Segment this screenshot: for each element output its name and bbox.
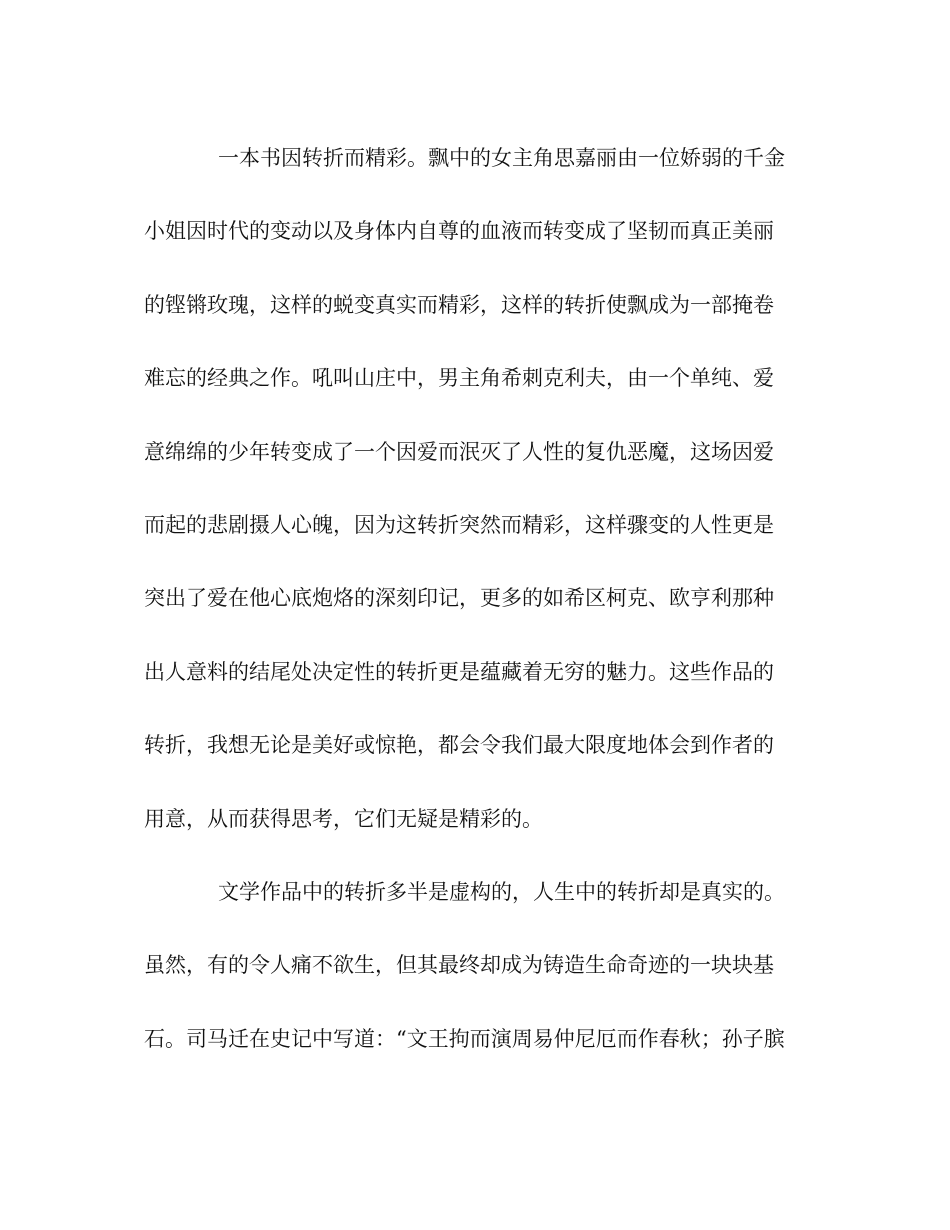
text-line: 出人意料的结尾处决定性的转折更是蕴藏着无穷的魅力。这些作品的 [144, 659, 774, 684]
text-line: 难忘的经典之作。吼叫山庄中，男主角希刺克利夫，由一个单纯、爱 [144, 366, 774, 391]
text-line: 意绵绵的少年转变成了一个因爱而泯灭了人性的复仇恶魔，这场因爱 [144, 439, 774, 464]
text-line: 文学作品中的转折多半是虚构的，人生中的转折却是真实的。 [218, 879, 785, 904]
text-line: 用意，从而获得思考，它们无疑是精彩的。 [144, 806, 543, 831]
paragraph-2 [144, 872, 809, 1092]
paragraph-1 [144, 138, 809, 872]
text-line: 的铿锵玫瑰，这样的蜕变真实而精彩，这样的转折使飘成为一部掩卷 [144, 292, 774, 317]
text-line: 石。司马迁在史记中写道：“文王拘而演周易仲尼厄而作春秋；孙子膑 [144, 1026, 785, 1051]
text-line: 小姐因时代的变动以及身体内自尊的血液而转变成了坚韧而真正美丽 [144, 219, 774, 244]
text-line: 虽然，有的令人痛不欲生，但其最终却成为铸造生命奇迹的一块块基 [144, 953, 774, 978]
text-line: 一本书因转折而精彩。飘中的女主角思嘉丽由一位娇弱的千金 [218, 146, 785, 170]
document-body [144, 138, 809, 1092]
text-line: 而起的悲剧摄人心魄，因为这转折突然而精彩，这样骤变的人性更是 [144, 512, 774, 537]
text-line: 转折，我想无论是美好或惊艳，都会令我们最大限度地体会到作者的 [144, 733, 774, 758]
text-line: 突出了爱在他心底炮烙的深刻印记，更多的如希区柯克、欧亨利那种 [144, 586, 774, 611]
